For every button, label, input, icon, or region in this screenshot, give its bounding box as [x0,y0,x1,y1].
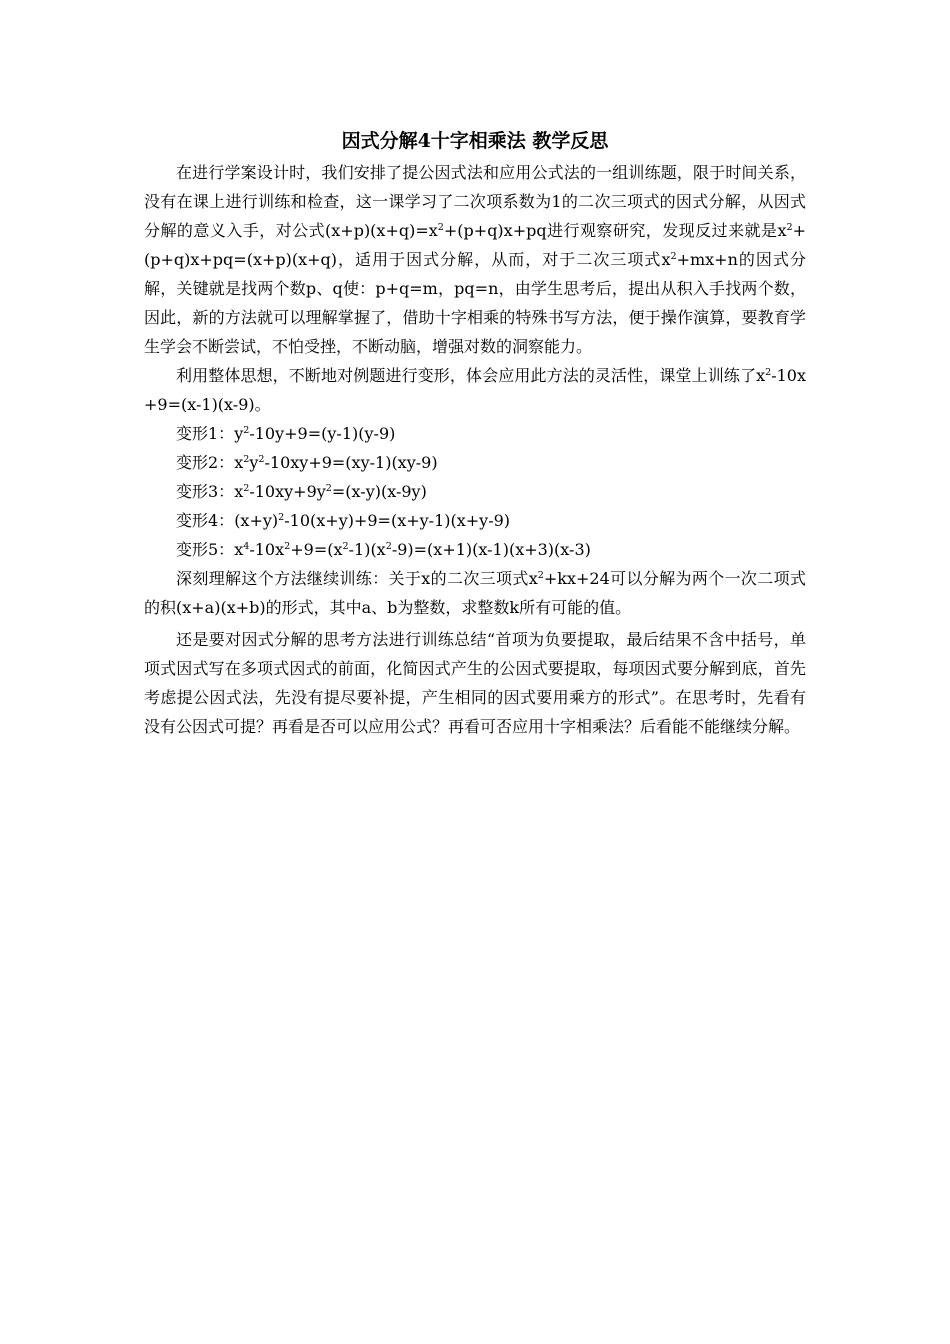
paragraph-summary: 还是要对因式分解的思考方法进行训练总结“首项为负要提取，最后结果不含中括号，单项式因式写在多项式因式的前面，化简因式产生的公因式要提取，每项因式要分解到底，首先考虑提公因式法，先没有提尽要补提，产生相同的因式要用乘方的形式”。在思考时，先看有没有公因式可提？再看是否可以应用公式？再看可否应用十字相乘法？后看能不能继续分解。 [144,630,806,736]
document-title: 因式分解4十字相乘法 教学反思 [341,130,609,152]
superscript: 2 [243,482,250,494]
superscript: 2 [537,569,544,581]
text-run: 利用整体思想，不断地对例题进行变形，体会应用此方法的灵活性，课堂上训练了x [176,366,766,385]
text-run: -10(x+y)+9=(x+y-1)(x+y-9) [284,511,511,530]
text-run: +(p+q)x+pq=(x+p)(x+q)，适用于因式分解，从而，对于二次三项式x [144,221,806,269]
text-run: +mx+n的因式分解，关键就是找两个数p、q使：p+q=m，pq=n，由学生思考后，提出从积入手找两个数，因此，新的方法就可以理解掌握了，借助十字相乘的特殊书写方法，便于操作演算，要教育学生学会不断尝试，不怕受挫，不断动脑，增强对数的洞察能力。 [144,250,806,356]
paragraph-variation [144,361,806,419]
text-run: -10xy+9=(xy-1)(xy-9) [264,453,438,472]
variant-4 [144,506,806,535]
text-run: -1)(x [348,540,386,559]
text-run: -9)=(x+1)(x-1)(x+3)(x-3) [391,540,591,559]
variant-3 [144,477,806,506]
document-page [144,124,806,741]
variant-5 [144,535,806,564]
text-run: -10x+9=(x-1)(x-9)。 [144,366,806,414]
text-run: =(x-y)(x-9y) [331,482,427,501]
superscript: 2 [284,540,291,552]
superscript: 2 [258,453,265,465]
text-run: -10xy+9y [249,482,326,501]
superscript: 4 [243,540,250,552]
superscript: 2 [437,221,444,233]
superscript: 2 [385,540,392,552]
text-run: x [234,453,244,472]
superscript: 2 [278,511,285,523]
superscript: 2 [670,250,677,262]
superscript: 2 [325,482,332,494]
superscript: 2 [786,221,793,233]
text-run: +9=(x [290,540,343,559]
text-run: +(p+q)x+pq进行观察研究，发现反过来就是x [443,221,787,240]
variant-label: 变形1： [176,424,235,443]
variant-label: 变形4： [176,511,235,530]
variant-label: 变形5： [176,540,235,559]
text-run: 深刻理解这个方法继续训练：关于x的二次三项式x [176,569,538,588]
text-run: y [234,424,244,443]
paragraph-intro [144,158,806,361]
text-run: -10x [249,540,285,559]
superscript: 2 [342,540,349,552]
text-run: x [234,540,244,559]
variant-1 [144,419,806,448]
superscript: 2 [243,453,250,465]
text-run: 在进行学案设计时，我们安排了提公因式法和应用公式法的一组训练题，限于时间关系，没有在课上进行训练和检查，这一课学习了二次项系数为1的二次三项式的因式分解，从因式分解的意义入手，对公式(x+p)(x+q)=x [144,163,806,240]
text-run: y [249,453,259,472]
variant-2 [144,448,806,477]
text-run: +kx+24可以分解为两个一次二项式的积(x+a)(x+b)的形式，其中a、b为整数，求整数k所有可能的值。 [144,569,806,617]
text-run: -10y+9=(y-1)(y-9) [249,424,396,443]
paragraph-exercise [144,564,806,622]
superscript: 2 [765,366,772,378]
text-run: (x+y) [234,511,279,530]
variant-label: 变形2： [176,453,235,472]
text-run: x [234,482,244,501]
superscript: 2 [243,424,250,436]
variant-label: 变形3： [176,482,235,501]
